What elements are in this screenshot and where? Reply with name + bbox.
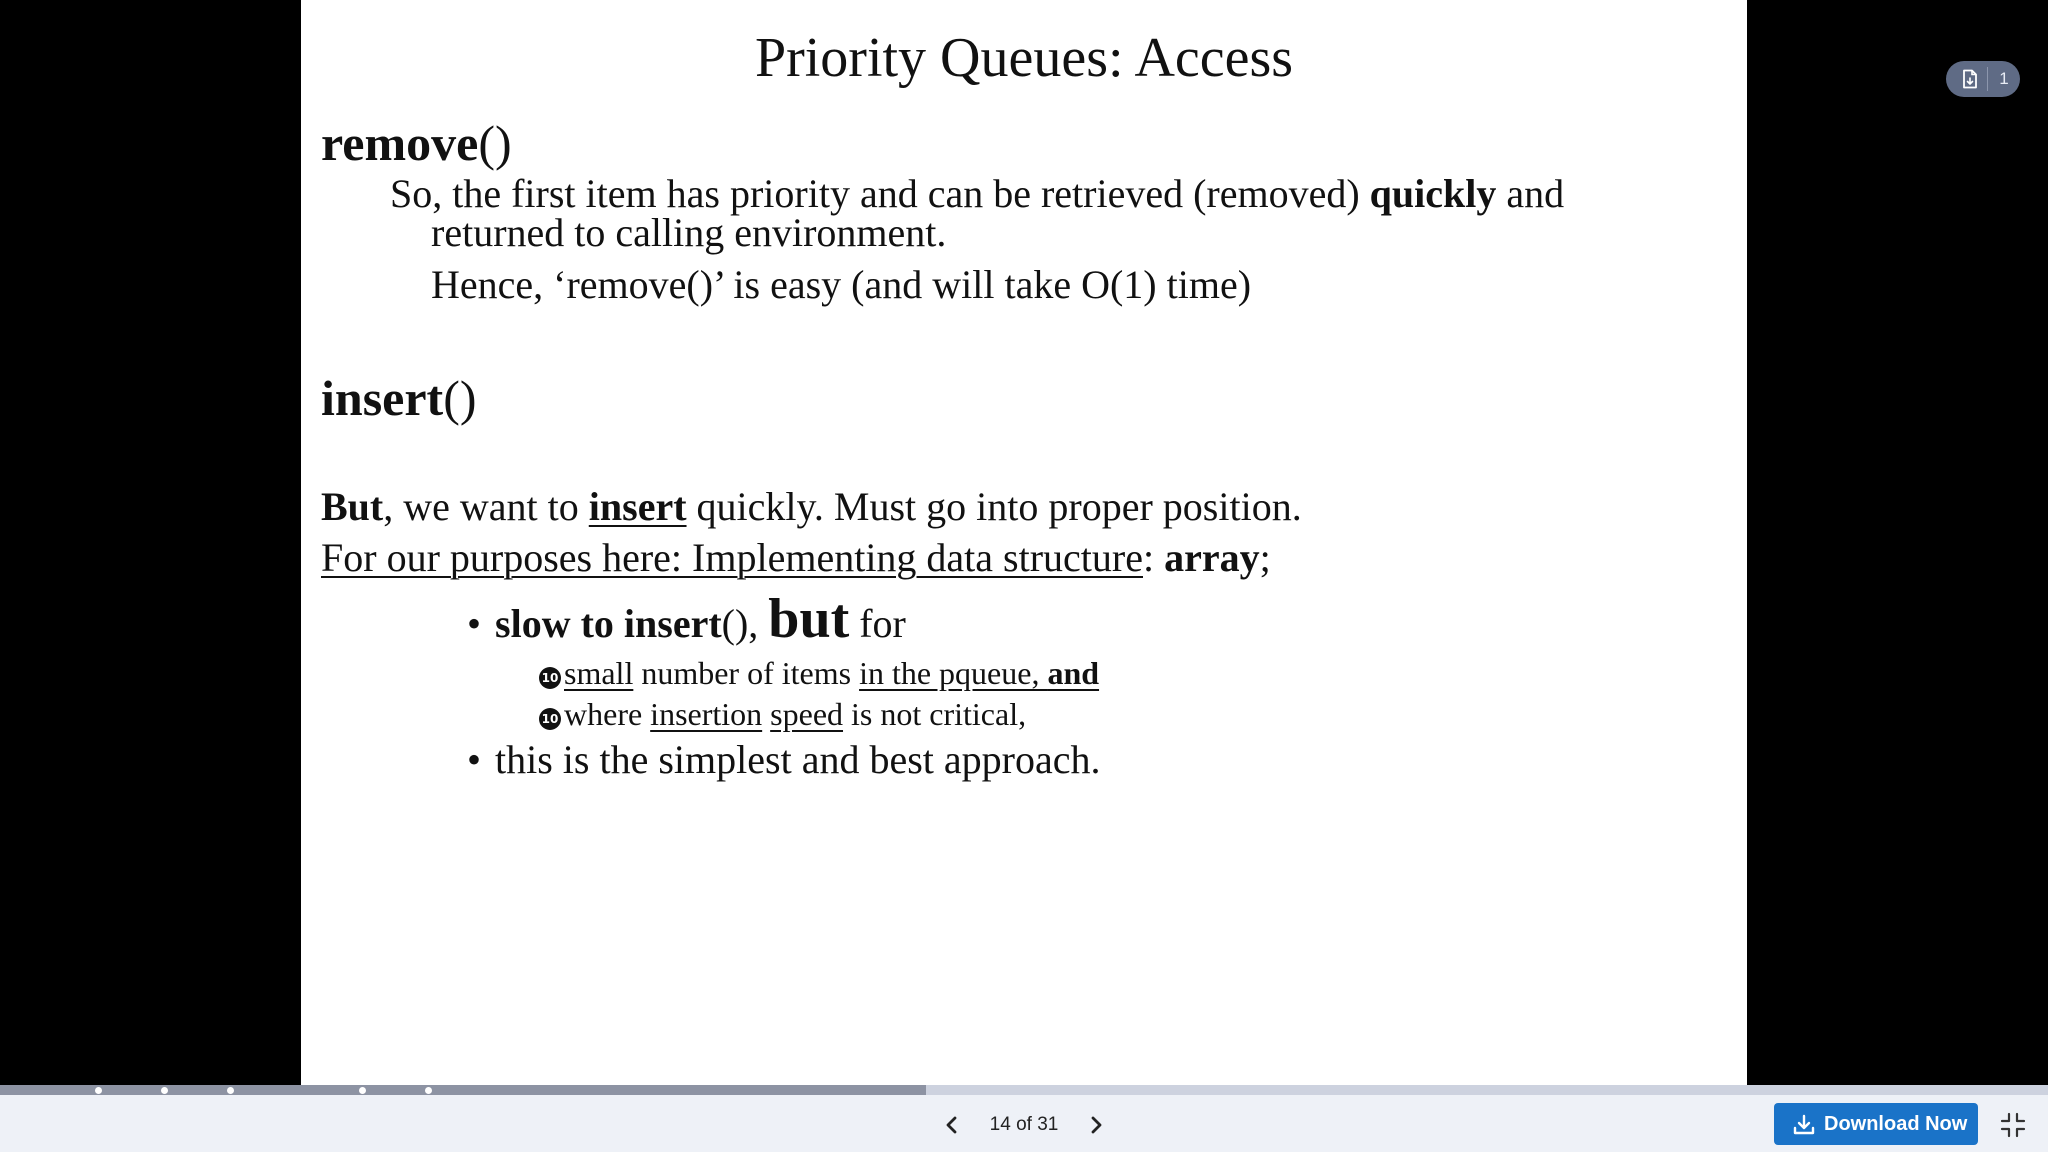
insert-paragraph: But, we want to insert quickly. Must go into proper position. [321, 484, 1302, 529]
slide-title: Priority Queues: Access [754, 27, 1294, 89]
remove-complexity-note: Hence, ‘remove()’ is easy (and will take O(1) time) [431, 262, 1252, 307]
progress-marker[interactable] [227, 1087, 234, 1094]
progress-marker[interactable] [425, 1087, 432, 1094]
remove-heading: remove() [321, 115, 512, 171]
progress-marker[interactable] [359, 1087, 366, 1094]
insert-heading: insert() [321, 370, 477, 426]
sub-bullet-insertion-speed: 10 where insertion speed is not critical, [539, 695, 1026, 733]
remove-paragraph: So, the first item has priority and can be retrieved (removed) quickly and [390, 171, 1565, 216]
bullet-marker: • [467, 601, 482, 646]
bullet-slow-to-insert: • slow to insert(), but for [467, 588, 906, 650]
document-icon [1960, 69, 1980, 89]
progress-marker[interactable] [161, 1087, 168, 1094]
chevron-right-icon [1082, 1111, 1110, 1139]
bullet-simplest-approach: • this is the simplest and best approach. [467, 737, 1101, 782]
page-count: 1 [1999, 69, 2009, 88]
exit-fullscreen-icon [2000, 1112, 2026, 1138]
remove-paragraph-line2: returned to calling environment. [431, 210, 947, 255]
implementation-paragraph: For our purposes here: Implementing data structure: array; [321, 535, 1271, 580]
sub-bullet-symbol-icon: 10 [539, 667, 561, 689]
sub-bullet-small-number: 10 small number of items in the pqueue, and [539, 654, 1099, 692]
download-button-label: Download Now [1824, 1113, 1968, 1135]
page-count-badge[interactable] [1946, 61, 2020, 97]
next-page-button[interactable] [1082, 1111, 1110, 1139]
progress-marker[interactable] [95, 1087, 102, 1094]
sub-bullet-symbol-icon: 10 [539, 708, 561, 730]
slide-page [301, 0, 1747, 1085]
reading-progress-bar[interactable] [0, 1085, 2048, 1095]
page-indicator: 14 of 31 [989, 1114, 1059, 1135]
exit-fullscreen-button[interactable] [2000, 1112, 2026, 1138]
progress-fill [0, 1085, 926, 1095]
bullet-marker: • [467, 737, 482, 782]
download-icon [1792, 1113, 1816, 1137]
download-now-button[interactable] [1774, 1103, 1978, 1145]
badge-divider [1987, 67, 1988, 91]
bottom-toolbar [0, 1095, 2048, 1152]
